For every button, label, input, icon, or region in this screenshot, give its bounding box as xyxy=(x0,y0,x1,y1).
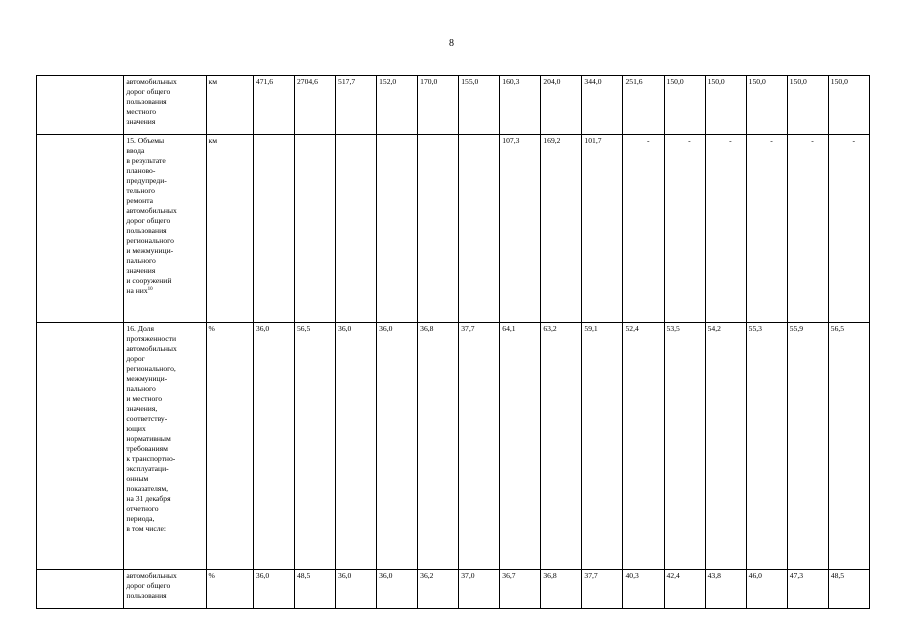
indicator-name-line: дорог общего xyxy=(126,581,171,590)
value-cell: - xyxy=(705,135,746,323)
value-cell: 46,0 xyxy=(746,570,787,609)
value-cell: 56,5 xyxy=(828,323,869,570)
indicator-name-cell xyxy=(124,76,206,135)
indicator-name-line: дорог xyxy=(126,354,145,363)
value-cell: 37,7 xyxy=(582,570,623,609)
value-cell: 2704,6 xyxy=(294,76,335,135)
indicator-name-cell xyxy=(124,323,206,570)
indicator-name-line: местного xyxy=(126,107,157,116)
indicator-name-line: предупреди- xyxy=(126,176,167,185)
value-cell: 150,0 xyxy=(705,76,746,135)
value-cell: 53,5 xyxy=(664,323,705,570)
value-cell: 344,0 xyxy=(582,76,623,135)
indicator-name-line: периода, xyxy=(126,514,155,523)
unit-cell: % xyxy=(206,570,253,609)
indicator-name-line: регионального, xyxy=(126,364,176,373)
indicator-name-line: соответству- xyxy=(126,414,168,423)
indicator-name-line: значения, xyxy=(126,404,158,413)
value-cell: 59,1 xyxy=(582,323,623,570)
indicator-name-line: и межмуници- xyxy=(126,246,174,255)
table-row xyxy=(37,76,870,135)
indicator-name-line: пального xyxy=(126,384,156,393)
value-cell: 169,2 xyxy=(541,135,582,323)
unit-cell: % xyxy=(206,323,253,570)
value-cell: 47,3 xyxy=(787,570,828,609)
indicator-name-line: 15. Объемы xyxy=(126,136,165,145)
value-cell: 36,0 xyxy=(253,570,294,609)
indicator-name-cell xyxy=(124,570,206,609)
value-cell: 36,7 xyxy=(500,570,541,609)
value-cell: 64,1 xyxy=(500,323,541,570)
unit-cell: км xyxy=(206,76,253,135)
value-cell xyxy=(418,135,459,323)
value-cell: 150,0 xyxy=(787,76,828,135)
indicator-name-line: к транспортно- xyxy=(126,454,176,463)
value-cell: 43,8 xyxy=(705,570,746,609)
footnote-mark: 10 xyxy=(147,287,153,292)
indicator-name-line: пользования xyxy=(126,591,167,600)
value-cell xyxy=(253,135,294,323)
value-cell: 170,0 xyxy=(418,76,459,135)
value-cell xyxy=(336,135,377,323)
indicator-name-line: и местного xyxy=(126,394,163,403)
value-cell: 36,0 xyxy=(253,323,294,570)
value-cell: 36,0 xyxy=(377,570,418,609)
indicator-name-line: и сооружений xyxy=(126,276,172,285)
value-cell: 471,6 xyxy=(253,76,294,135)
row-group-cell xyxy=(37,323,124,570)
indicator-name-line: нормативным xyxy=(126,434,171,443)
value-cell: 48,5 xyxy=(294,570,335,609)
value-cell: 36,0 xyxy=(336,323,377,570)
table-row xyxy=(37,570,870,609)
value-cell: 155,0 xyxy=(459,76,500,135)
value-cell: - xyxy=(664,135,705,323)
unit-cell: км xyxy=(206,135,253,323)
indicators-table xyxy=(36,75,870,609)
indicator-name-line: дорог общего xyxy=(126,216,171,225)
value-cell: 37,7 xyxy=(459,323,500,570)
indicator-name-line: автомобильных xyxy=(126,344,177,353)
value-cell: 152,0 xyxy=(377,76,418,135)
value-cell: 36,0 xyxy=(336,570,377,609)
value-cell: 204,0 xyxy=(541,76,582,135)
indicator-name-line: ремонта xyxy=(126,196,154,205)
indicator-name-line: автомобильных xyxy=(126,206,177,215)
indicator-name-line: протяженности xyxy=(126,334,177,343)
value-cell: 150,0 xyxy=(828,76,869,135)
value-cell: 251,6 xyxy=(623,76,664,135)
value-cell: 56,5 xyxy=(294,323,335,570)
indicator-name-line: пального xyxy=(126,256,156,265)
indicator-name-line: дорог общего xyxy=(126,87,171,96)
indicator-name-line: ввода xyxy=(126,146,145,155)
value-cell: 101,7 xyxy=(582,135,623,323)
indicator-name-line: регионального xyxy=(126,236,174,245)
indicator-name-line: автомобильных xyxy=(126,571,177,580)
value-cell: 36,8 xyxy=(541,570,582,609)
indicator-name-line: тельного xyxy=(126,186,155,195)
value-cell: - xyxy=(787,135,828,323)
row-group-cell xyxy=(37,135,124,323)
indicator-name-line: планово- xyxy=(126,166,156,175)
value-cell: 48,5 xyxy=(828,570,869,609)
indicator-name-line: эксплуатаци- xyxy=(126,464,169,473)
row-group-cell xyxy=(37,570,124,609)
indicator-name-line: 16. Доля xyxy=(126,324,154,333)
value-cell: - xyxy=(746,135,787,323)
indicator-name-line: на 31 декабря xyxy=(126,494,171,503)
indicator-name-cell xyxy=(124,135,206,323)
page-number: 8 xyxy=(449,38,454,49)
value-cell xyxy=(459,135,500,323)
value-cell xyxy=(294,135,335,323)
table-row xyxy=(37,135,870,323)
indicator-name-line: в том числе: xyxy=(126,524,166,533)
value-cell: 517,7 xyxy=(336,76,377,135)
indicator-name-line: в результате xyxy=(126,156,166,165)
row-group-cell xyxy=(37,76,124,135)
value-cell: 36,2 xyxy=(418,570,459,609)
indicator-name-line: пользования xyxy=(126,226,167,235)
value-cell: 55,3 xyxy=(746,323,787,570)
indicator-name-line: значения xyxy=(126,266,156,275)
indicator-name-line: межмуници- xyxy=(126,374,168,383)
indicator-name-line: ющих xyxy=(126,424,146,433)
indicator-name-line: автомобильных xyxy=(126,77,177,86)
value-cell: 36,0 xyxy=(377,323,418,570)
table-row xyxy=(37,323,870,570)
value-cell: 107,3 xyxy=(500,135,541,323)
indicator-name-line: показателям, xyxy=(126,484,169,493)
value-cell: 36,8 xyxy=(418,323,459,570)
indicator-name-line: значения xyxy=(126,117,156,126)
value-cell xyxy=(377,135,418,323)
indicator-name-line: на них xyxy=(126,286,148,295)
indicator-name-line: онным xyxy=(126,474,149,483)
value-cell: 37,0 xyxy=(459,570,500,609)
value-cell: 54,2 xyxy=(705,323,746,570)
value-cell: 63,2 xyxy=(541,323,582,570)
indicator-name-line: пользования xyxy=(126,97,167,106)
table-body xyxy=(37,76,870,609)
value-cell: 55,9 xyxy=(787,323,828,570)
value-cell: - xyxy=(623,135,664,323)
indicator-name-line xyxy=(126,286,203,296)
value-cell: 160,3 xyxy=(500,76,541,135)
value-cell: 150,0 xyxy=(746,76,787,135)
indicator-name-line: требованиям xyxy=(126,444,168,453)
value-cell: 150,0 xyxy=(664,76,705,135)
indicator-name-line: отчетного xyxy=(126,504,159,513)
value-cell: 40,3 xyxy=(623,570,664,609)
value-cell: - xyxy=(828,135,869,323)
value-cell: 52,4 xyxy=(623,323,664,570)
value-cell: 42,4 xyxy=(664,570,705,609)
